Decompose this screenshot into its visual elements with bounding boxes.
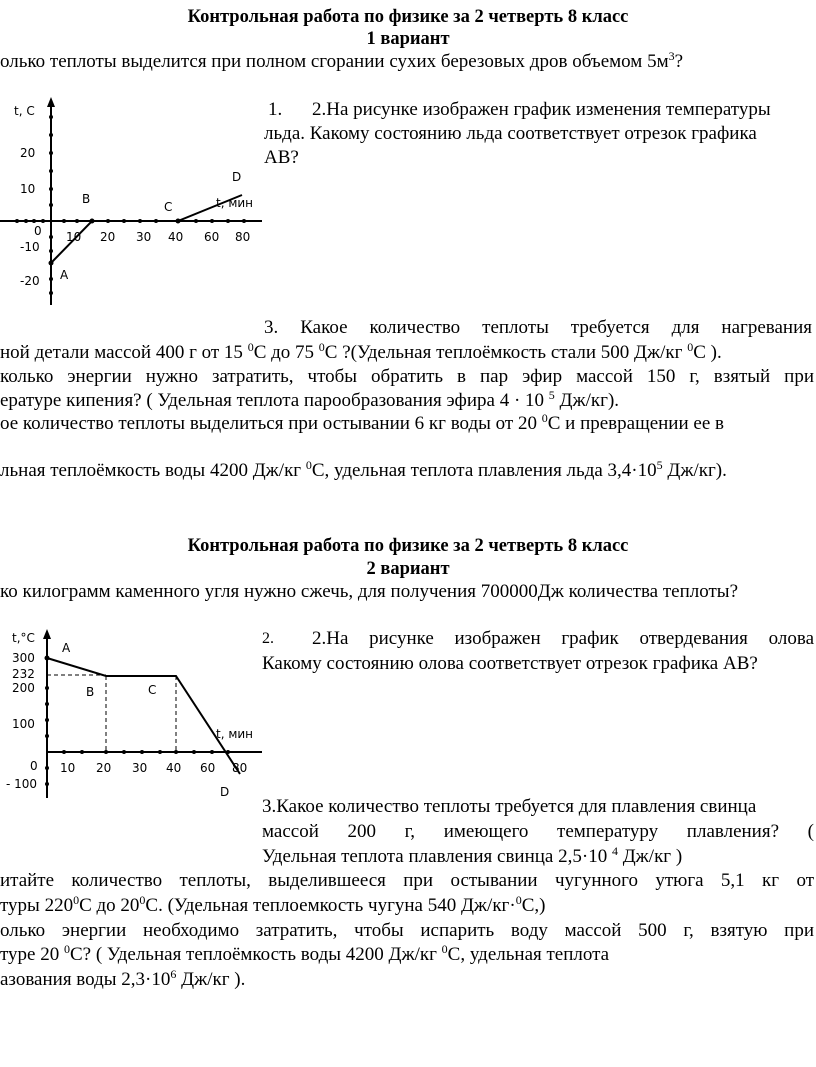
v2-question-3-line: Удельная теплота плавления свинца 2,5·10 $^4$ Дж/кг ) xyxy=(262,844,683,867)
v1-x-tick: 40 xyxy=(168,230,184,244)
v2-question-5-line: олько энергии необходимо затратить, чтобы испарить воду массой 500 г, взятую при xyxy=(0,920,814,941)
v1-y-tick: 20 xyxy=(20,146,36,160)
v1-question-2-line: льда. Какому состоянию льда соответствует отрезок графика xyxy=(264,123,757,144)
v1-question-2-line: АВ? xyxy=(264,147,299,168)
v1-question-5-line: ое количество теплоты выделиться при остывании 6 кг воды от 20 $^0$С и превращении ее в xyxy=(0,411,724,434)
v1-point-label: A xyxy=(60,268,69,282)
v2-y-tick: 200 xyxy=(12,681,35,695)
v1-x-tick: 60 xyxy=(204,230,220,244)
v2-question-2-number: 2. xyxy=(262,630,274,647)
v1-x-axis-label: t, мин xyxy=(216,196,254,210)
v2-question-5-line: азования воды $2,3\cdot 10^6$ Дж/кг ). xyxy=(0,967,246,990)
v2-x-tick: 10 xyxy=(60,761,76,775)
page-title-1: Контрольная работа по физике за 2 четверть 8 класс xyxy=(187,7,629,27)
v2-question-5-line: туре 20 $^0$С? ( Удельная теплоёмкость воды 4200 Дж/кг $^0$С, удельная теплота xyxy=(0,942,610,965)
v2-question-2-line: 2.На рисунке изображен график отвердевания олова xyxy=(312,628,814,649)
v1-y-tick: -20 xyxy=(20,274,40,288)
v1-x-tick: 30 xyxy=(136,230,152,244)
v1-y-axis-label: t, С xyxy=(14,104,35,118)
v2-x-tick: 40 xyxy=(166,761,182,775)
v1-x-tick: 80 xyxy=(235,230,251,244)
v2-question-1: ко килограмм каменного угля нужно сжечь, для получения 700000Дж количества теплоты? xyxy=(0,581,739,602)
v2-solidification-graph xyxy=(0,628,260,818)
v1-question-3-line: ной детали массой 400 г от 15 $^0$С до 75 $^0$С ?(Удельная теплоёмкость стали 500 Дж/кг $^0$С ). xyxy=(0,340,722,363)
v2-question-4-line: итайте количество теплоты, выделившееся при остывании чугунного утюга 5,1 кг от xyxy=(0,870,814,891)
v2-point-label: D xyxy=(220,785,230,799)
v1-question-1: олько теплоты выделится при полном сгорании сухих березовых дров объемом $5м^3$? xyxy=(0,49,684,72)
v2-x-tick: 60 xyxy=(200,761,216,775)
v2-x-tick: 30 xyxy=(132,761,148,775)
v1-x-tick: 10 xyxy=(66,230,82,244)
v1-temperature-graph xyxy=(0,95,260,305)
v1-question-4-line: колько энергии нужно затратить, чтобы обратить в пар эфир массой 150 г, взятый при xyxy=(0,366,814,387)
v1-y-tick: -10 xyxy=(20,240,40,254)
v2-y-tick: 0 xyxy=(30,759,38,773)
v1-y-tick: 0 xyxy=(34,224,42,238)
v1-question-4-line: ературе кипения? ( Удельная теплота парообразования эфира 4 · 10 $^5$ Дж/кг). xyxy=(0,388,620,411)
v2-question-3-line: 3.Какое количество теплоты требуется для плавления свинца xyxy=(262,796,757,817)
v2-question-3-line: массой 200 г, имеющего температуру плавления? ( xyxy=(262,821,814,842)
v2-x-tick: 80 xyxy=(232,761,248,775)
v1-point-label: C xyxy=(164,200,173,214)
v2-x-axis-label: t, мин xyxy=(216,727,254,741)
variant-label-2: 2 вариант xyxy=(366,559,450,579)
v1-point-label: B xyxy=(82,192,91,206)
v2-point-label: C xyxy=(148,683,157,697)
v1-y-tick: 10 xyxy=(20,182,36,196)
v2-point-label: A xyxy=(62,641,71,655)
v1-question-2-number: 1. xyxy=(268,99,283,120)
v2-question-4-line: туры $220^0С$ до $20^0С$. (Удельная теплоемкость чугуна 540 Дж/кг·$^0$С,) xyxy=(0,893,546,916)
page-title-2: Контрольная работа по физике за 2 четверть 8 класс xyxy=(187,536,629,556)
v2-y-tick: 232 xyxy=(12,667,35,681)
v2-y-axis-label: t,°C xyxy=(12,631,35,645)
v2-x-tick: 20 xyxy=(96,761,112,775)
v2-question-2-line: Какому состоянию олова соответствует отрезок графика АВ? xyxy=(262,653,758,674)
variant-label-1: 1 вариант xyxy=(366,29,450,49)
v1-x-tick: 20 xyxy=(100,230,116,244)
v2-y-tick: - 100 xyxy=(6,777,38,791)
v1-question-5-line: льная теплоёмкость воды 4200 Дж/кг $^0$С, удельная теплота плавления льда $3,4\cdot 10^5$ Дж/кг). xyxy=(0,458,727,481)
v1-question-3-line: 3. Какое количество теплоты требуется для нагревания xyxy=(264,317,812,338)
v2-y-tick: 300 xyxy=(12,651,35,665)
v2-y-tick: 100 xyxy=(12,717,35,731)
v2-point-label: B xyxy=(86,685,95,699)
v1-point-label: D xyxy=(232,170,242,184)
v1-question-2-line: 2.На рисунке изображен график изменения температуры xyxy=(312,99,771,120)
